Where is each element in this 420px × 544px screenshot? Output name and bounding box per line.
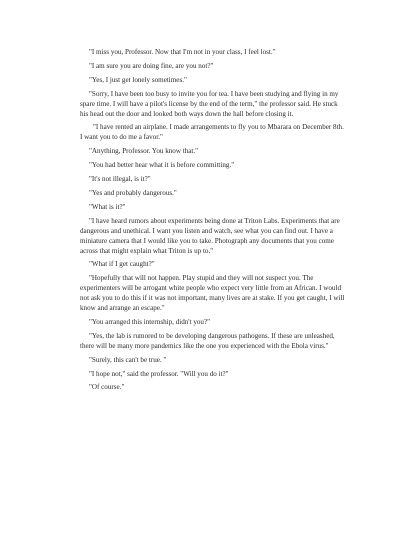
paragraph: "Yes, I just get lonely sometimes."	[89, 75, 187, 84]
paragraph: "It's not illegal, is it?"	[89, 175, 151, 184]
paragraph: "Yes, the lab is rumored to be developing dangerous pathogens. If these are unleashed, there will be many more pandemics like the one you experienced with the Ebola virus."	[80, 331, 335, 350]
paragraph: "What if I get caught?"	[89, 260, 155, 269]
paragraph: "I have heard rumors about experiments being done at Triton Labs. Experiments that are dangerous and unethical. I want you listen and watch, see what you can find out. I have a miniature camera that I would like you to take. Photograph any documents that you come across that might explain what Triton is up to."	[80, 216, 340, 255]
paragraph: "I hope not," said the professor. "Will you do it?"	[89, 369, 229, 378]
body-text	[80, 48, 346, 397]
paragraph: "Sorry, I have been too busy to invite you for tea. I have been studying and flying in my spare time. I will have a pilot's license by the end of the term," the professor said. He stuck his head out the door and looked both ways down the hall before closing it.	[80, 89, 339, 118]
paragraph: "Yes and probably dangerous."	[89, 188, 177, 197]
paragraph: "You had better hear what it is before committing."	[89, 161, 235, 170]
paragraph: "What is it?"	[89, 202, 126, 211]
paragraph: "Anything, Professor. You know that."	[89, 147, 199, 156]
paragraph: "I miss you, Professor. Now that I'm not in your class, I feel lost."	[89, 48, 276, 56]
paragraph: "Hopefully that will not happen. Play stupid and they will not suspect you. The experimenters will be arrogant white people who expect very little from an African. I would not ask you to do this if it was not important, many lives are at stake. If you get caught, I will know and arrange an escape."	[80, 274, 345, 313]
paragraph: "Of course."	[89, 383, 125, 392]
paragraph: "I have rented an airplane. I made arrangements to fly you to Mbarara on December 8th. I want you to do me a favor."	[80, 123, 344, 142]
paragraph: "You arranged this internship, didn't you?"	[89, 317, 211, 326]
paragraph: "I am sure you are doing fine, are you not?"	[89, 61, 214, 70]
paragraph: "Surely, this can't be true. "	[89, 355, 167, 364]
